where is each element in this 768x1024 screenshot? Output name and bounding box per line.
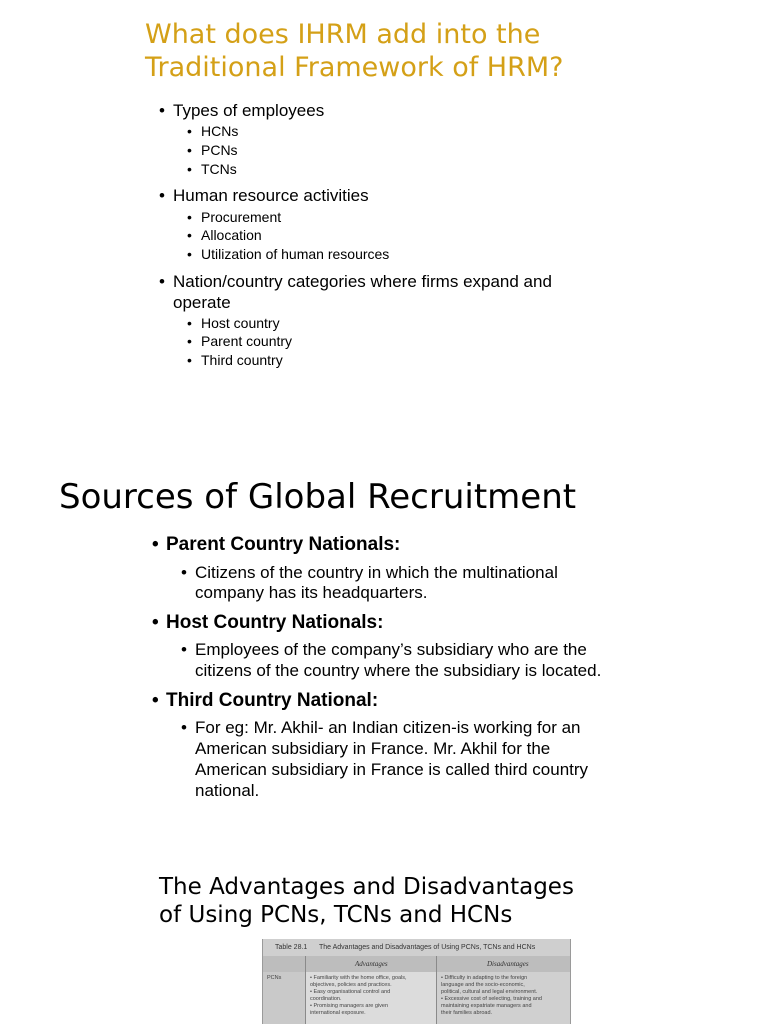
- bullet-nation-categories: • Nation/country categories where firms expand and: [159, 272, 552, 291]
- slide2-title: Sources of Global Recruitment: [59, 477, 577, 517]
- sub-bullet: • Host country: [187, 315, 280, 331]
- sub-bullet: • PCNs: [187, 142, 238, 158]
- table-divider: [305, 956, 306, 1024]
- scanned-table-row-label-cell: PCNs: [263, 972, 305, 1024]
- bullet-third-country-national: • Third Country National:: [152, 690, 379, 711]
- table-divider: [436, 956, 437, 1024]
- sub-bullet-text-cont: American subsidiary in France is called third country: [195, 760, 589, 779]
- sub-bullet-text: • Citizens of the country in which the multinational: [181, 563, 558, 582]
- sub-bullet: • Third country: [187, 352, 283, 368]
- slide1-title-line-1: What does IHRM add into the: [145, 19, 541, 50]
- bullet-nation-categories-cont: operate: [173, 293, 231, 312]
- sub-bullet: • TCNs: [187, 161, 237, 177]
- scanned-table-image: [262, 939, 571, 1024]
- sub-bullet: • Utilization of human resources: [187, 246, 390, 262]
- sub-bullet-text: • For eg: Mr. Akhil- an Indian citizen-is working for an: [181, 718, 581, 737]
- bullet-hr-activities: • Human resource activities: [159, 186, 369, 205]
- bullet-types-of-employees: • Types of employees: [159, 101, 325, 120]
- scanned-table-disadvantages-cell: • Difficulty in adapting to the foreign language and the socio-economic, political, cultural and legal environment. • Excessive cost of selecting, training and maintaining expatriate managers and their families abroad.: [436, 972, 570, 1024]
- scanned-table-advantages-cell: • Familiarity with the home office, goals, objectives, policies and practices. • Easy organisational control and coordination. • Promising managers are given international exposure.: [305, 972, 436, 1024]
- bullet-host-country-nationals: • Host Country Nationals:: [152, 612, 384, 633]
- scanned-table-header: Advantages Disadvantages: [263, 956, 570, 972]
- sub-bullet: • Allocation: [187, 227, 262, 243]
- sub-bullet: • Parent country: [187, 333, 293, 349]
- sub-bullet-text-cont: national.: [195, 781, 260, 800]
- sub-bullet-text-cont: company has its headquarters.: [195, 583, 428, 602]
- slide3-title-line-2: of Using PCNs, TCNs and HCNs: [159, 902, 513, 928]
- bullet-parent-country-nationals: • Parent Country Nationals:: [152, 534, 401, 555]
- sub-bullet: • Procurement: [187, 209, 282, 225]
- slide3-title-line-1: The Advantages and Disadvantages: [159, 874, 574, 900]
- scanned-table-caption: Table 28.1 The Advantages and Disadvantages of Using PCNs, TCNs and HCNs: [263, 939, 570, 956]
- sub-bullet: • HCNs: [187, 123, 239, 139]
- sub-bullet-text-cont: American subsidiary in France. Mr. Akhil for the: [195, 739, 551, 758]
- slide1-title: [145, 18, 705, 84]
- slide1-title-line-2: Traditional Framework of HRM?: [145, 52, 564, 83]
- sub-bullet-text: • Employees of the company’s subsidiary who are the: [181, 640, 587, 659]
- slide3-title: [159, 873, 574, 929]
- sub-bullet-text-cont: citizens of the country where the subsidiary is located.: [195, 661, 602, 680]
